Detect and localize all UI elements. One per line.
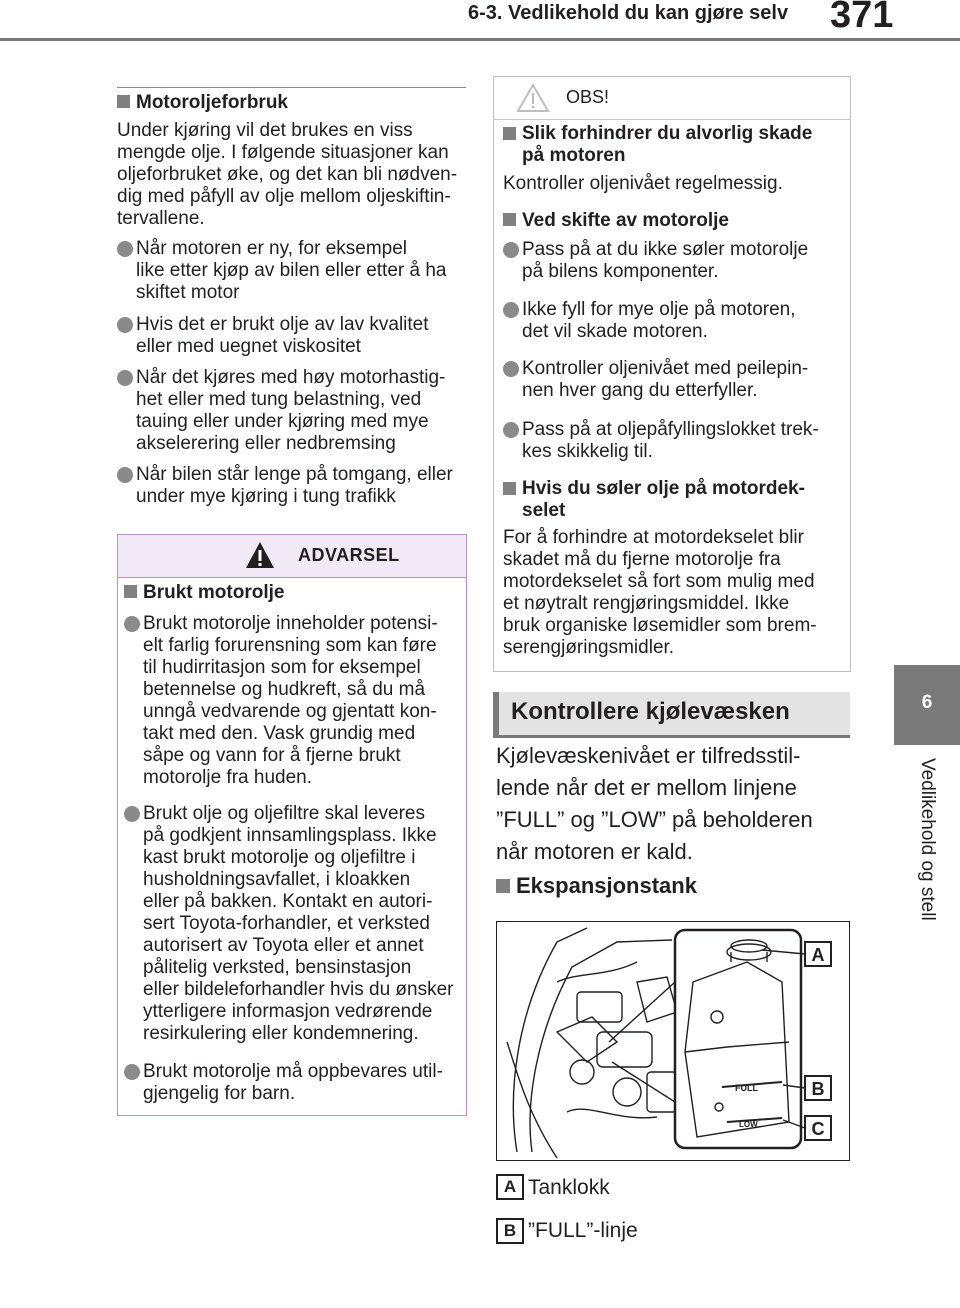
chapter-label: Vedlikehold og stell (917, 758, 938, 921)
bullet-icon (124, 616, 140, 632)
section-title: Kontrollere kjølevæsken (511, 698, 790, 725)
square-bullet-icon (503, 127, 516, 140)
bullet-icon (503, 361, 519, 377)
low-mark: LOW (739, 1120, 758, 1129)
ekspansjonstank-heading: Ekspansjonstank (496, 870, 697, 902)
bullet-icon (503, 422, 519, 438)
notice-paragraph: For å forhindre at motordekselet blir skadet må du fjerne motorolje fra motordekselet så fort som mulig med et nøytralt rengjøringsmiddel. Ikke bruk organiske løsemidler som brem- serengjøringsmidler. (503, 527, 817, 658)
bullet-icon (117, 467, 133, 483)
bullet-icon (117, 317, 133, 333)
legend-text-a: Tanklokk (528, 1176, 610, 1199)
caution-triangle-icon (516, 83, 550, 113)
bullet-icon (124, 806, 140, 822)
chapter-number: 6 (921, 692, 933, 713)
notice-header (494, 77, 850, 120)
notice-title: OBS! (566, 87, 610, 107)
running-header-title: 6-3. Vedlikehold du kan gjøre selv (468, 2, 789, 24)
motoroljeforbruk-heading: Motoroljeforbruk (117, 92, 288, 114)
warning-triangle-icon (245, 541, 275, 569)
bullet-icon (503, 242, 519, 258)
legend-key-b: B (496, 1218, 524, 1244)
bullet-icon (124, 1064, 140, 1080)
warning-subheading: Brukt motorolje (124, 582, 284, 604)
bullet-icon (503, 302, 519, 318)
square-bullet-icon (503, 482, 516, 495)
warning-header (118, 535, 466, 578)
section-title-bar (493, 692, 850, 738)
coolant-body: Kjølevæskenivået er tilfredsstil- lende når det er mellom linjene ”FULL” og ”LOW” på beholderen når motoren er kald. (496, 743, 813, 864)
bullet-icon (117, 370, 133, 386)
callout-label-a: A (811, 945, 825, 965)
callout-label-b: B (811, 1079, 825, 1099)
bullet-icon (117, 241, 133, 257)
section-divider (117, 87, 466, 88)
full-mark: FULL (735, 1083, 758, 1093)
page-number: 371 (830, 0, 894, 36)
notice-subheading: Ved skifte av motorolje (503, 210, 729, 232)
motoroljeforbruk-intro: Under kjøring vil det brukes en viss mengde olje. I følgende situasjoner kan oljeforbruket øke, og det kan bli nødven- dig med påfyll av olje mellom oljeskiftin- tervallene. (117, 120, 458, 229)
callout-label-c: C (811, 1119, 825, 1139)
header-rule (0, 38, 960, 41)
coolant-reservoir-figure (496, 921, 850, 1161)
warning-title: ADVARSEL (298, 545, 400, 565)
legend-key-a: A (496, 1174, 524, 1200)
warning-box: ADVARSEL Brukt motorolje Brukt motorolje inneholder potensi- elt farlig forurensning som kan føre til hudirritasjon som for eksempel betennelse og hudkreft, så du må unngå vedvarende og gjentatt kon- takt med den. Vask grundig med såpe og vann for å fjerne brukt motorolje fra huden. Brukt olje og oljefiltre skal leveres på godkjent innsamlingsplass. Ikke kast brukt motorolje og oljefiltre i husholdningsavfallet, i kloakken eller på bakken. Kontakt en autori- sert Toyota-forhandler, et verksted autorisert av Toyota eller et annet pålitelig verksted, bensinstasjon eller bildeleforhandler hvis du ønsker ytterligere informasjon vedrørende resirkulering eller kondemnering. Brukt motorolje må oppbevares util- gjengelig for barn. (117, 534, 467, 1116)
notice-paragraph: Kontroller oljenivået regelmessig. (503, 173, 783, 194)
engine-bay-illustration (497, 922, 849, 1160)
legend-text-b: ”FULL”-linje (528, 1219, 638, 1242)
notice-box: OBS! Slik forhindrer du alvorlig skade på motoren Kontroller oljenivået regelmessig. Ved skifte av motorolje Pass på at du ikke søler motorolje på bilens komponenter. Ikke fyll for mye olje på motoren, det vil skade motoren. Kontroller oljenivået med peilepin- nen hver gang du etterfyller. Pass på at oljepåfyllingslokket trek- kes skikkelig til. Hvis du søler olje på motordek- selet For å forhindre at motordekselet blir skadet må du fjerne motorolje fra motordekselet så fort som mulig med et nøytralt rengjøringsmiddel. Ikke bruk organiske løsemidler som brem- serengjøringsmidler. (493, 76, 851, 672)
